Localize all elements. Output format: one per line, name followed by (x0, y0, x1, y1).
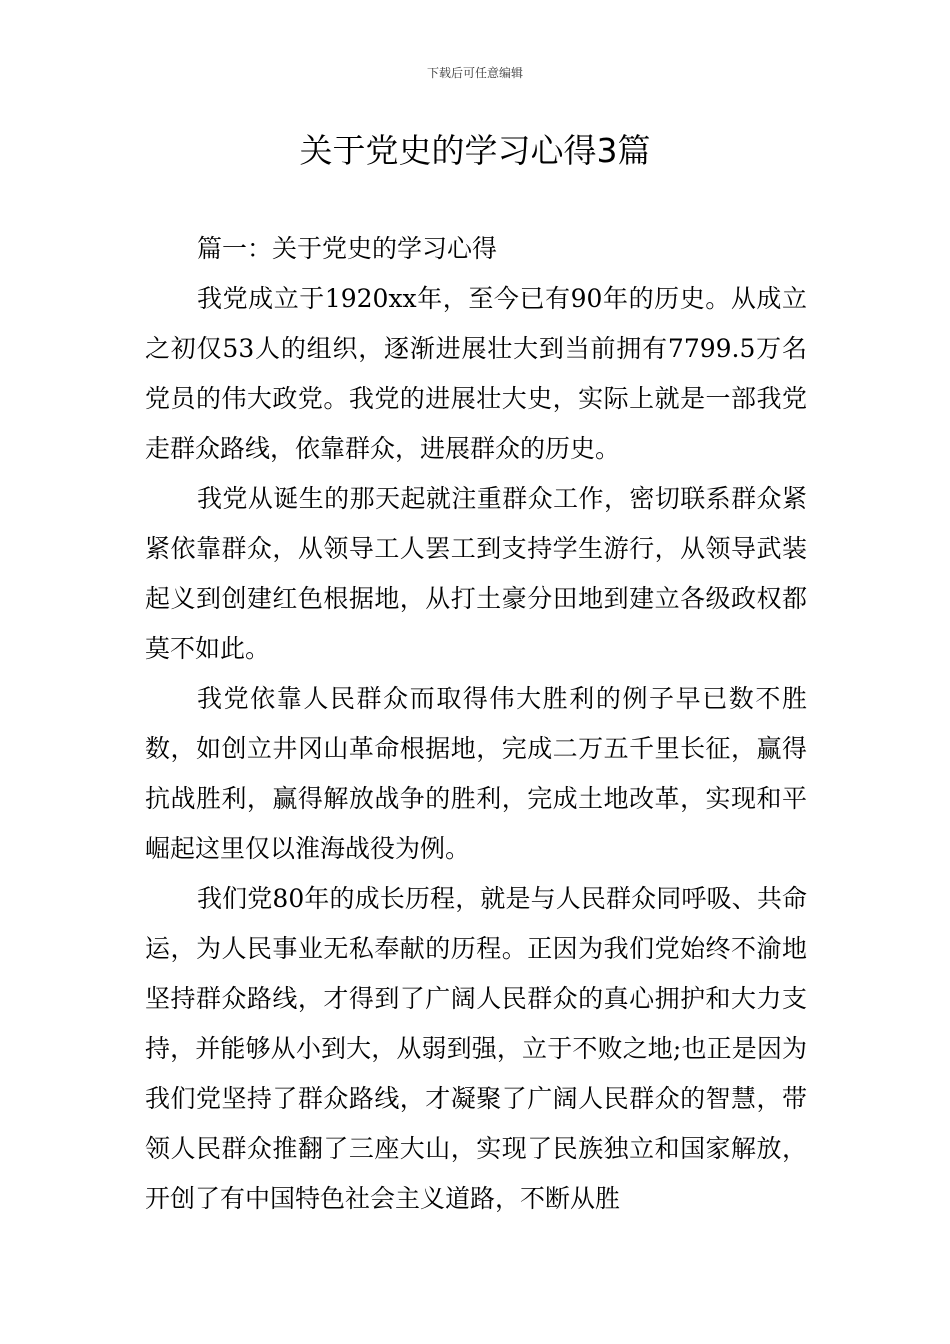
document-title: 关于党史的学习心得3篇 (299, 131, 651, 170)
paragraph-2: 我党从诞生的那天起就注重群众工作，密切联系群众紧紧依靠群众，从领导工人罢工到支持学生游行，从领导武装起义到创建红色根据地，从打土豪分田地到建立各级政权都莫不如此。 (145, 484, 807, 663)
paragraph-1: 我党成立于1920xx年，至今已有90年的历史。从成立之初仅53人的组织，逐渐进展壮大到当前拥有7799.5万名党员的伟大政党。我党的进展壮大史，实际上就是一部我党走群众路线，依靠群众，进展群众的历史。 (145, 284, 807, 463)
header-note: 下载后可任意编辑 (426, 66, 523, 80)
paragraph-4: 我们党80年的成长历程，就是与人民群众同呼吸、共命运，为人民事业无私奉献的历程。正因为我们党始终不渝地坚持群众路线，才得到了广阔人民群众的真心拥护和大力支持，并能够从小到大，从弱到强，立于不败之地;也正是因为我们党坚持了群众路线，才凝聚了广阔人民群众的智慧，带领人民群众推翻了三座大山，实现了民族独立和国家解放，开创了有中国特色社会主义道路，不断从胜 (145, 884, 807, 1213)
document-body (145, 224, 807, 1224)
paragraph-3: 我党依靠人民群众而取得伟大胜利的例子早已数不胜数，如创立井冈山革命根据地，完成二万五千里长征，赢得抗战胜利，赢得解放战争的胜利，完成土地改革，实现和平崛起这里仅以淮海战役为例。 (145, 684, 807, 863)
section-heading: 篇一：关于党史的学习心得 (197, 234, 498, 263)
